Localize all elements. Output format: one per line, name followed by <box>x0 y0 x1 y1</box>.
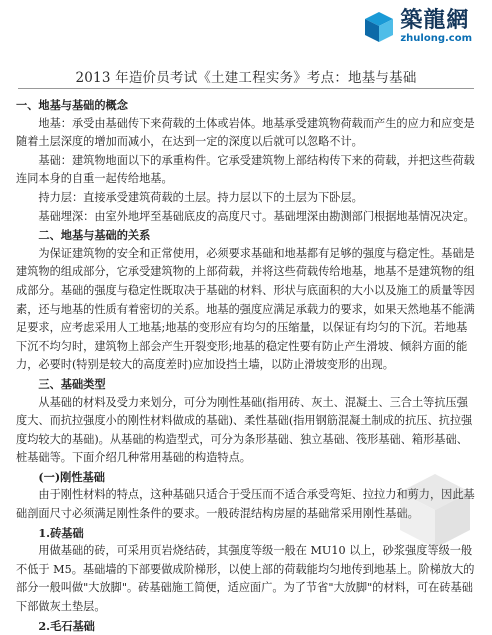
section-heading: 一、地基与基础的概念 <box>16 98 128 112</box>
zhulong-logo <box>362 10 472 44</box>
body-paragraph: 基础埋深：由室外地坪至基础底皮的高度尺寸。基础埋深由勘测部门根据地基情况决定。 <box>38 209 475 223</box>
document-title: 2013 年造价员考试《土建工程实务》考点：地基与基础 <box>75 70 417 86</box>
body-paragraph: 基础：建筑物地面以下的承重构件。它承受建筑物上部结构传下来的荷载，并把这些荷载连同本身的自重一起传给地基。 <box>16 153 475 186</box>
title-divider <box>18 88 474 89</box>
body-paragraph: 地基：承受由基础传下来荷载的土体或岩体。地基承受建筑物荷载而产生的应力和应变是随着土层深度的增加而减小，在达到一定的深度以后就可以忽略不计。 <box>16 116 475 149</box>
section-heading: (一)刚性基础 <box>38 469 105 484</box>
document-body <box>16 96 478 635</box>
watermark-logo-icon <box>392 468 478 554</box>
body-paragraph: 持力层：直接承受建筑荷载的土层。持力层以下的土层为下卧层。 <box>38 190 363 204</box>
logo-url: zhulong.com <box>400 33 472 44</box>
body-paragraph: 为保证建筑物的安全和正常使用，必须要求基础和地基都有足够的强度与稳定性。基础是建筑物的组成部分，它承受建筑物的上部荷载，并将这些荷载传给地基，地基不是建筑物的组成部分。基础的强度与稳定性既取决于基础的材料、形状与底面积的大小以及施工的质量等因素，还与地基的性质有着密切的关系。地基的强度应满足承载力的要求，如果天然地基不能满足要求，应考虑采用人工地基;地基的变形应有均匀的压缩量，以保证有均匀的下沉。若地基下沉不均匀时，建筑物上部会产生开裂变形;地基的稳定性要有防止产生滑坡、倾斜方面的能力，必要时(特别是较大的高度差时)应加设挡土墙，以防止滑坡变形的出现。 <box>16 246 475 372</box>
section-heading: 三、基础类型 <box>38 376 106 391</box>
body-paragraph: 由于刚性材料的特点，这种基础只适合于受压而不适合承受弯矩、拉拉力和剪力，因此基础剖面尺寸必须满足刚性条件的要求。一般砖混结构房屋的基础常采用刚性基础。 <box>16 488 475 521</box>
body-paragraph: 用做基础的砖，可采用页岩烧结砖，其强度等级一般在 MU10 以上，砂浆强度等级一般不低于 M5。基础墙的下部要做成阶梯形，以使上部的荷载能均匀地传到地基上。阶梯放大的部分一般叫做"大放脚"。砖基础施工简便，适应面广。为了节省"大放脚"的材料，可在砖基础下部做灰土垫层。 <box>16 544 475 614</box>
logo-brand-name: 築龍網 <box>400 8 470 33</box>
section-heading: 2.毛石基础 <box>38 618 95 633</box>
section-heading: 1.砖基础 <box>38 525 84 540</box>
section-heading: 二、地基与基础的关系 <box>38 228 151 243</box>
body-paragraph: 从基础的材料及受力来划分，可分为刚性基础(指用砖、灰土、混凝土、三合土等抗压强度大、而抗拉强度小的刚性材料做成的基础)、柔性基础(指用钢筋混凝土制成的抗压、抗拉强度均较大的基础)。从基础的构造型式，可分为条形基础、独立基础、筏形基础、箱形基础、桩基础等。下面介绍几种常用基础的构造特点。 <box>16 395 473 465</box>
cube-logo-icon <box>362 10 396 44</box>
header-banner <box>0 0 492 52</box>
